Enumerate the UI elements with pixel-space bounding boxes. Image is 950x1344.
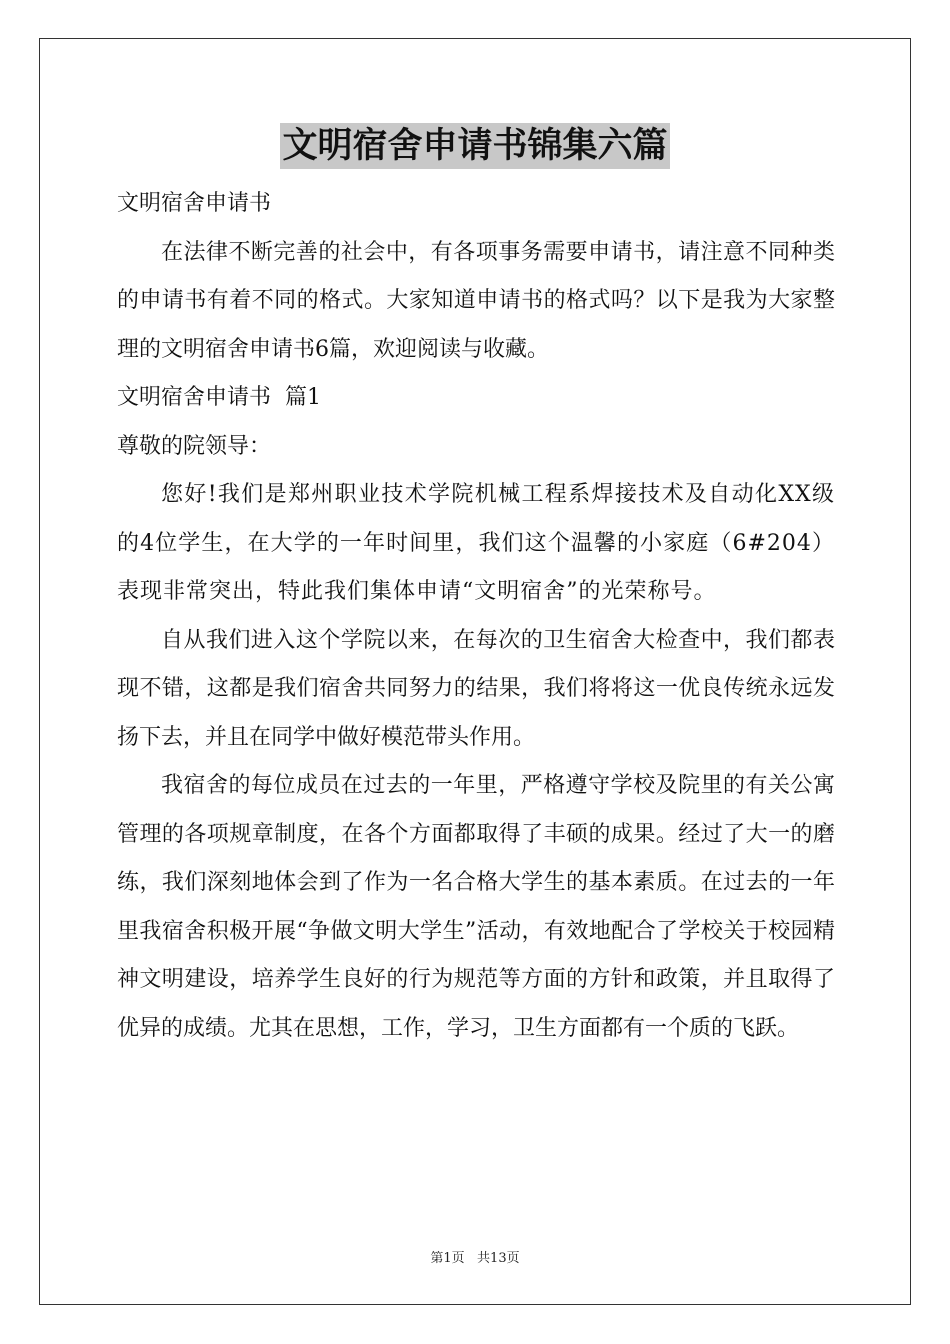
document-title: 文明宿舍申请书锦集六篇 xyxy=(280,123,669,169)
salutation: 尊敬的院领导： xyxy=(117,433,272,459)
intro-paragraph: 在法律不断完善的社会中，有各项事务需要申请书，请注意不同种类的申请书有着不同的格式。大家知道申请书的格式吗？以下是我为大家整理的文明宿舍申请书6篇，欢迎阅读与收藏。 xyxy=(117,239,835,362)
section-heading: 文明宿舍申请书 篇1 xyxy=(117,385,321,410)
body-paragraph-1: 您好!我们是郑州职业技术学院机械工程系焊接技术及自动化XX级的4位学生，在大学的一年时间里，我们这个温馨的小家庭（6#204）表现非常突出，特此我们集体申请“文明宿舍”的光荣称号。 xyxy=(117,482,835,604)
body-paragraph-2: 自从我们进入这个学院以来，在每次的卫生宿舍大检查中，我们都表现不错，这都是我们宿舍共同努力的结果，我们将将这一优良传统永远发扬下去，并且在同学中做好模范带头作用。 xyxy=(117,627,835,750)
document-body xyxy=(117,180,835,1053)
title-container xyxy=(0,123,950,169)
body-paragraph-3: 我宿舍的每位成员在过去的一年里，严格遵守学校及院里的有关公寓管理的各项规章制度，在各个方面都取得了丰硕的成果。经过了大一的磨练，我们深刻地体会到了作为一名合格大学生的基本素质。在过去的一年里我宿舍积极开展“争做文明大学生”活动，有效地配合了学校关于校园精神文明建设，培养学生良好的行为规范等方面的方针和政策，并且取得了优异的成绩。尤其在思想，工作，学习，卫生方面都有一个质的飞跃。 xyxy=(117,773,835,1041)
subtitle: 文明宿舍申请书 xyxy=(117,191,272,216)
page-footer xyxy=(0,1247,950,1266)
page-number: 第1页 共13页 xyxy=(430,1251,520,1266)
